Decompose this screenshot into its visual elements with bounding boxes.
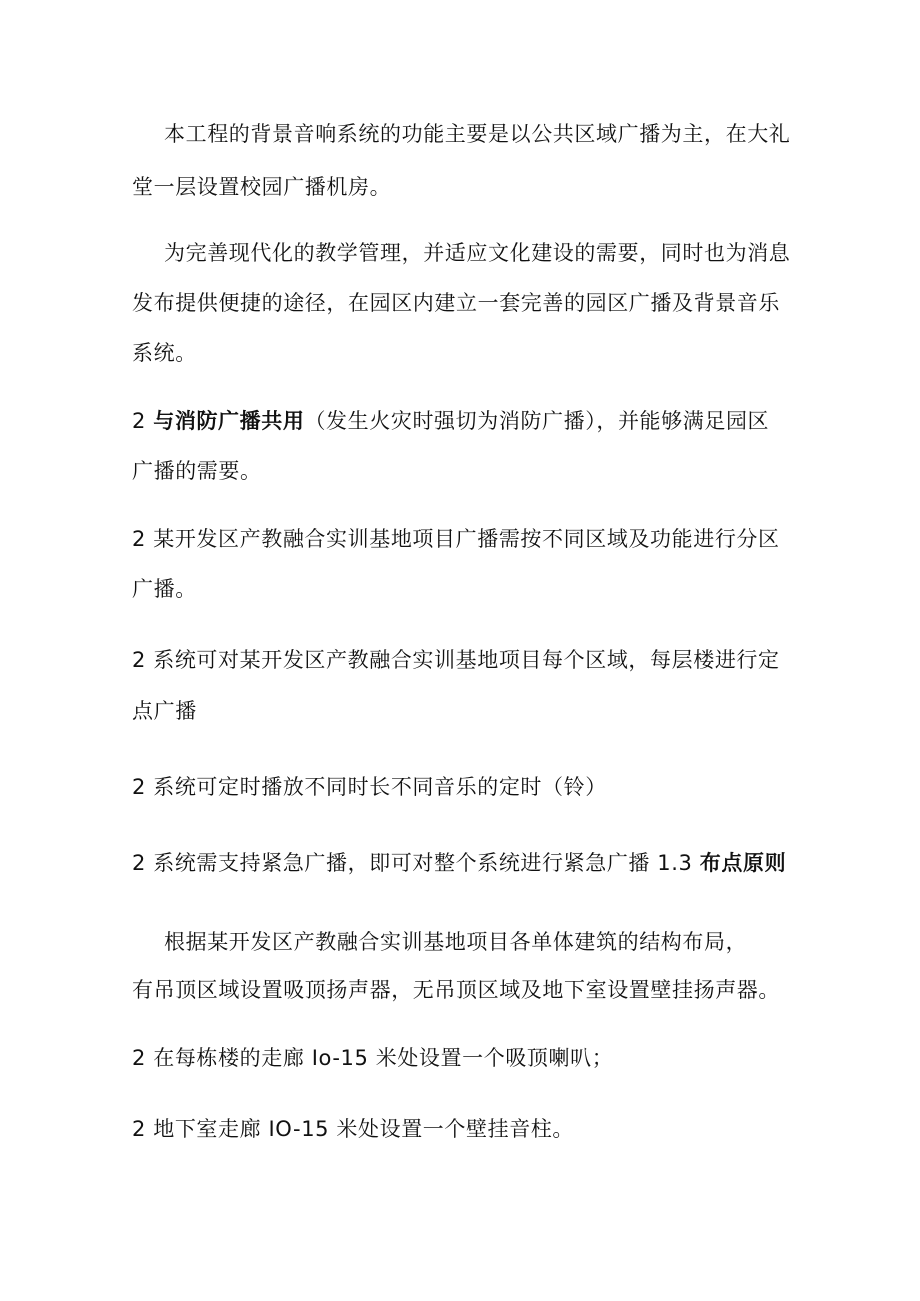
item3-line1: 2 系统可对某开发区产教融合实训基地项目每个区域，每层楼进行定	[132, 648, 780, 672]
para3-line2: 有吊顶区域设置吸顶扬声器，无吊顶区域及地下室设置壁挂扬声器。	[132, 978, 780, 1002]
item6-line1: 2 在每栋楼的走廊 Io-15 米处设置一个吸顶喇叭；	[132, 1046, 614, 1070]
item5-bold-text: 布点原则	[699, 851, 787, 875]
item2-line1: 2 某开发区产教融合实训基地项目广播需按不同区域及功能进行分区	[132, 527, 780, 551]
item5-line1	[132, 848, 786, 878]
item1-prefix: 2	[132, 409, 154, 433]
para2-line3: 系统。	[132, 341, 197, 365]
item7-line1: 2 地下室走廊 IO-15 米处设置一个壁挂音柱。	[132, 1117, 574, 1141]
item4-line1: 2 系统可定时播放不同时长不同音乐的定时（铃）	[132, 775, 607, 799]
para1-line2: 堂一层设置校园广播机房。	[132, 175, 392, 199]
item1-line2: 广播的需要。	[132, 459, 262, 483]
item1-bold-text: 与消防广播共用	[153, 409, 305, 433]
item5-text: 2 系统需支持紧急广播，即可对整个系统进行紧急广播 1.3	[132, 851, 700, 875]
para2-line2: 发布提供便捷的途径，在园区内建立一套完善的园区广播及背景音乐	[132, 291, 780, 315]
para3-line1: 根据某开发区产教融合实训基地项目各单体建筑的结构布局，	[164, 930, 748, 954]
item3-line2: 点广播	[132, 699, 197, 723]
para1-line1: 本工程的背景音响系统的功能主要是以公共区域广播为主，在大礼	[164, 122, 791, 146]
item1-rest: （发生火灾时强切为消防广播），并能够满足园区	[304, 409, 770, 433]
para2-line1: 为完善现代化的教学管理，并适应文化建设的需要，同时也为消息	[164, 241, 791, 265]
item1-line1	[132, 406, 769, 436]
item2-line2: 广播。	[132, 577, 197, 601]
